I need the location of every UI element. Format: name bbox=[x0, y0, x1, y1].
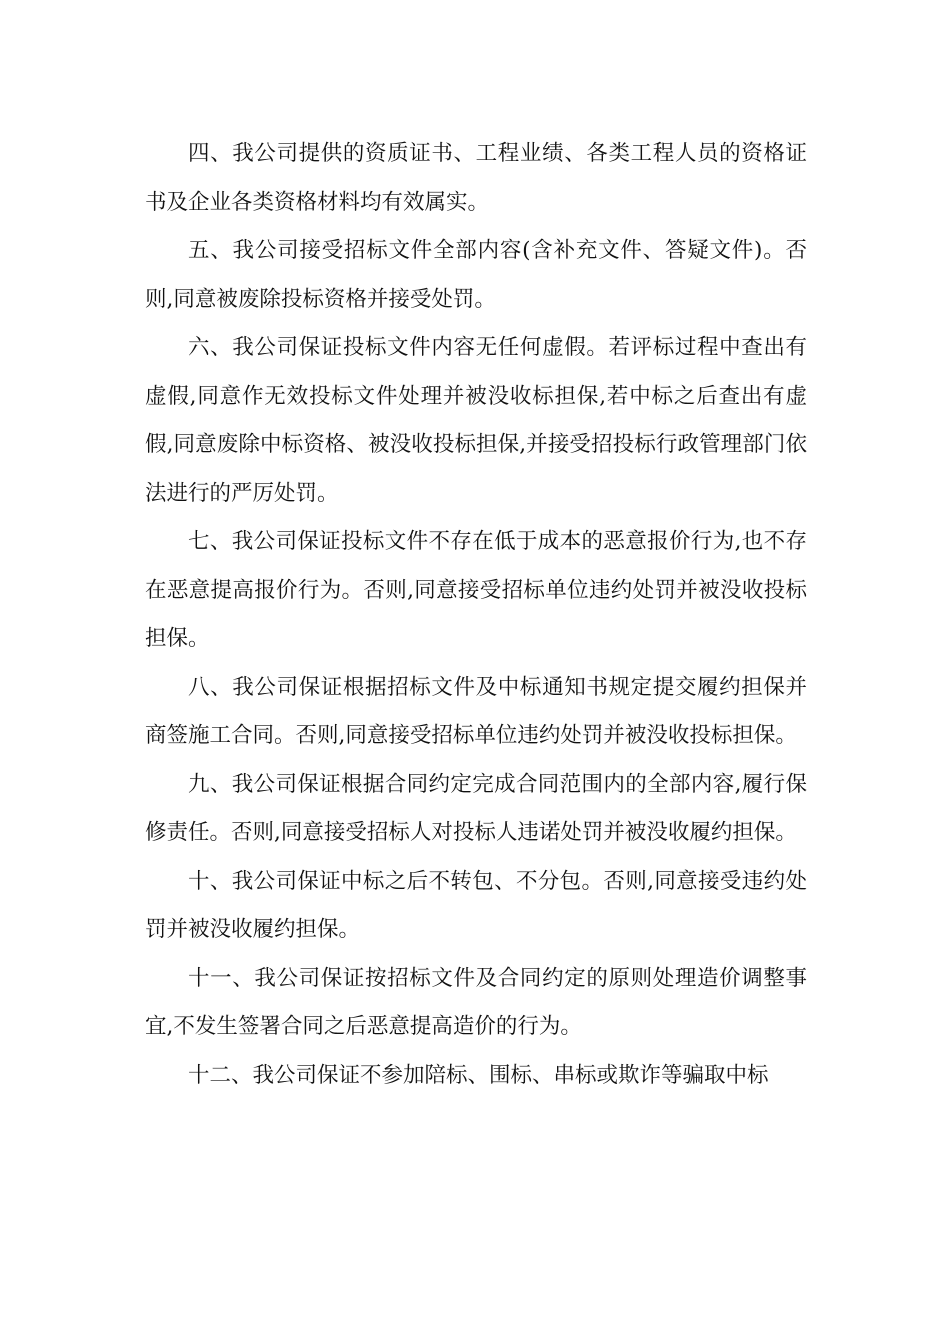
paragraph-11: 十一、我公司保证按招标文件及合同约定的原则处理造价调整事宜,不发生签署合同之后恶意提高造价的行为。 bbox=[145, 965, 807, 1039]
paragraph-6: 六、我公司保证投标文件内容无任何虚假。若评标过程中查出有虚假,同意作无效投标文件处理并被没收标担保,若中标之后查出有虚假,同意废除中标资格、被没收投标担保,并接受招投标行政管理部门依法进行的严厉处罚。 bbox=[145, 335, 807, 506]
paragraph-7: 七、我公司保证投标文件不存在低于成本的恶意报价行为,也不存在恶意提高报价行为。否则,同意接受招标单位违约处罚并被没收投标担保。 bbox=[145, 529, 807, 651]
paragraph-5: 五、我公司接受招标文件全部内容(含补充文件、答疑文件)。否则,同意被废除投标资格并接受处罚。 bbox=[145, 238, 807, 312]
paragraph-8: 八、我公司保证根据招标文件及中标通知书规定提交履约担保并商签施工合同。否则,同意接受招标单位违约处罚并被没收投标担保。 bbox=[145, 674, 807, 748]
paragraph-12: 十二、我公司保证不参加陪标、围标、串标或欺诈等骗取中标 bbox=[188, 1062, 769, 1088]
paragraph-9: 九、我公司保证根据合同约定完成合同范围内的全部内容,履行保修责任。否则,同意接受招标人对投标人违诺处罚并被没收履约担保。 bbox=[145, 771, 807, 845]
paragraph-4: 四、我公司提供的资质证书、工程业绩、各类工程人员的资格证书及企业各类资格材料均有效属实。 bbox=[145, 141, 807, 215]
document-body bbox=[145, 130, 807, 1100]
paragraph-10: 十、我公司保证中标之后不转包、不分包。否则,同意接受违约处罚并被没收履约担保。 bbox=[145, 868, 807, 942]
